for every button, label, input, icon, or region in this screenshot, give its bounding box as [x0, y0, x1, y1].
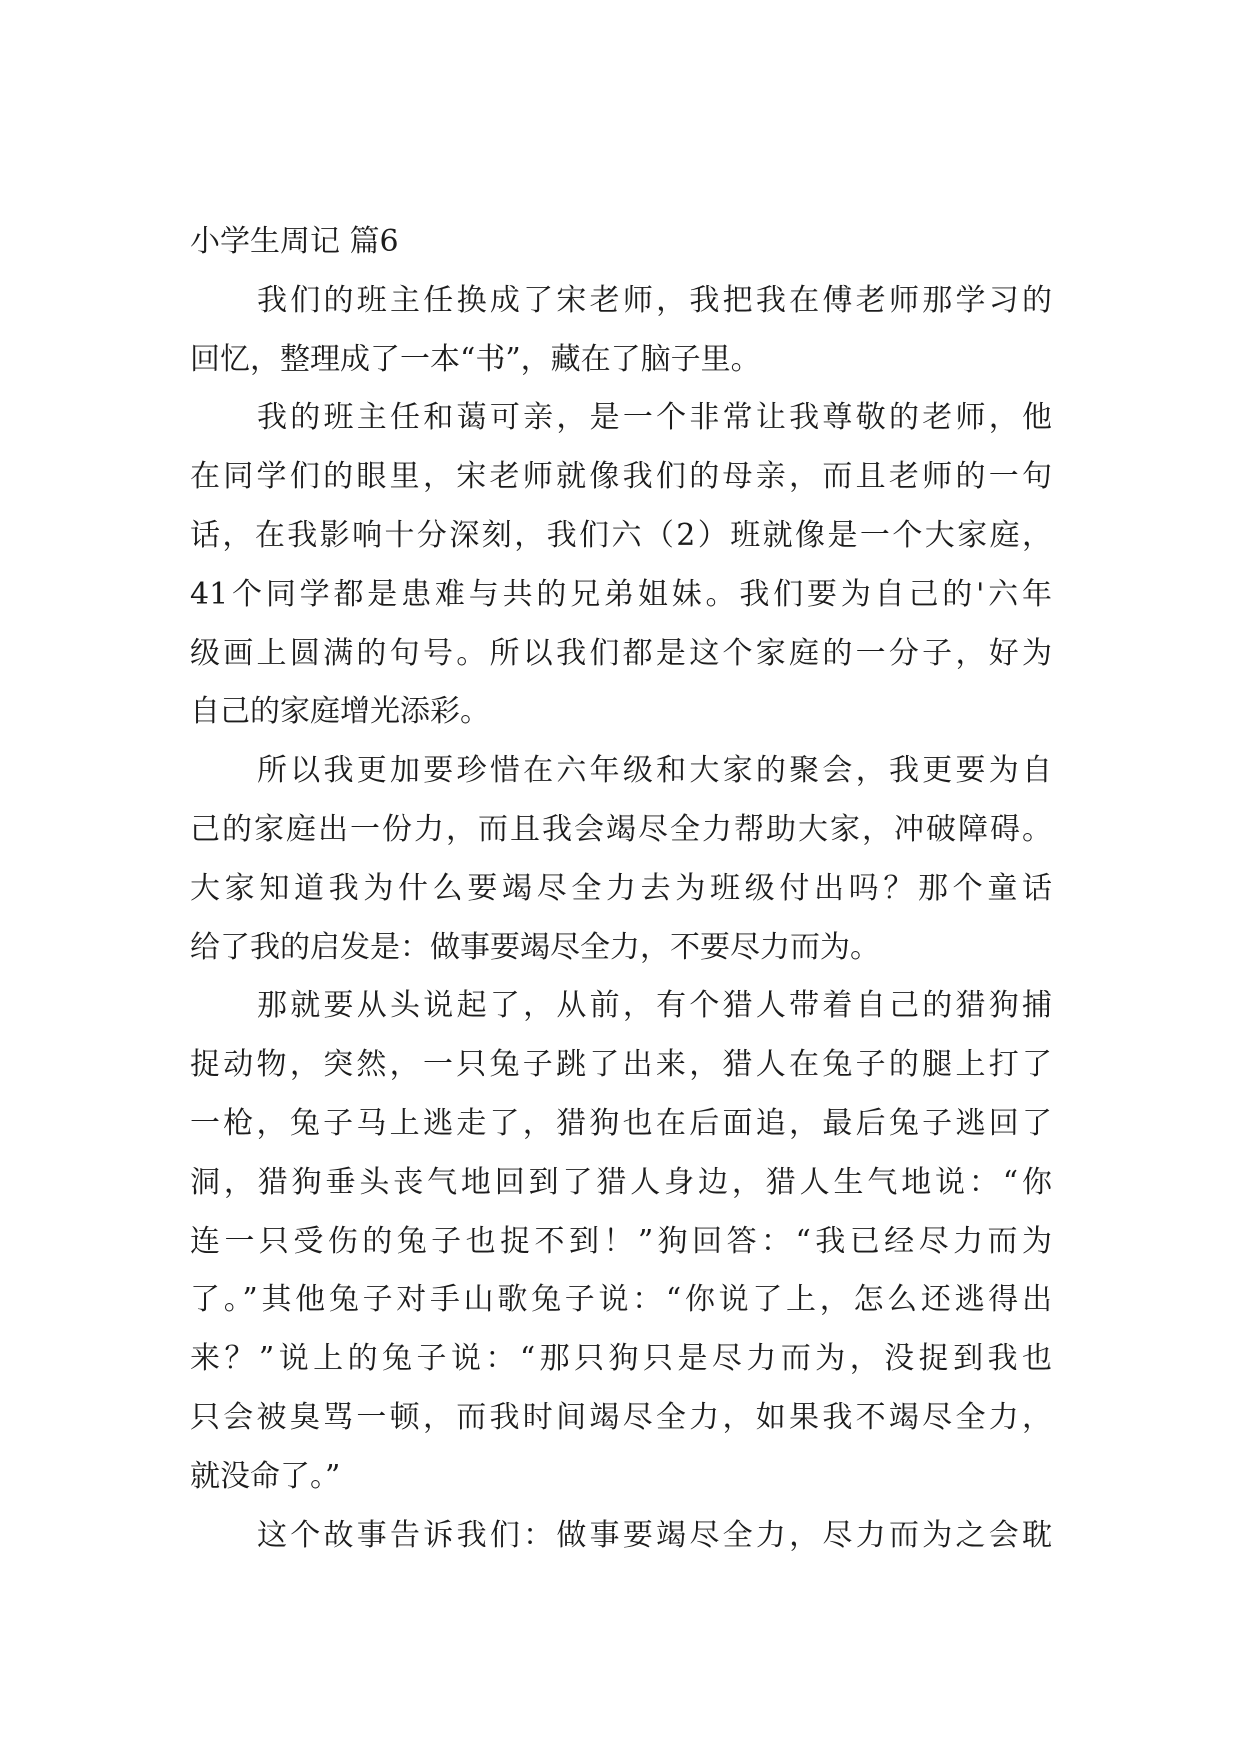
paragraph-line: 连一只受伤的兔子也捉不到！”狗回答：“我已经尽力而为	[190, 1223, 1052, 1259]
paragraph	[190, 742, 1052, 977]
paragraph-line: 41个同学都是患难与共的兄弟姐妹。我们要为自己的'六年	[190, 576, 1052, 612]
paragraph-line: 自己的家庭增光添彩。	[190, 694, 490, 730]
paragraph-line: 我们的班主任换成了宋老师，我把我在傅老师那学习的	[257, 282, 1052, 318]
paragraph-line: 级画上圆满的句号。所以我们都是这个家庭的一分子，好为	[190, 635, 1052, 671]
paragraph-line: 话，在我影响十分深刻，我们六（2）班就像是一个大家庭，	[190, 517, 1052, 553]
paragraph-line: 来？”说上的兔子说：“那只狗只是尽力而为，没捉到我也	[190, 1341, 1052, 1377]
paragraph-line: 在同学们的眼里，宋老师就像我们的母亲，而且老师的一句	[190, 459, 1052, 495]
paragraph-line: 己的家庭出一份力，而且我会竭尽全力帮助大家，冲破障碍。	[190, 811, 1052, 847]
paragraph-line: 只会被臭骂一顿，而我时间竭尽全力，如果我不竭尽全力，	[190, 1399, 1052, 1435]
paragraph-line: 一枪，兔子马上逃走了，猎狗也在后面追，最后兔子逃回了	[190, 1105, 1052, 1141]
paragraph-line: 那就要从头说起了，从前，有个猎人带着自己的猎狗捕	[257, 988, 1052, 1024]
document-title: 小学生周记 篇6	[190, 224, 399, 259]
document-body	[190, 213, 1052, 1565]
paragraph-line: 给了我的启发是：做事要竭尽全力，不要尽力而为。	[190, 929, 880, 965]
paragraph-line: 大家知道我为什么要竭尽全力去为班级付出吗？那个童话	[190, 870, 1052, 906]
paragraph-line: 了。”其他兔子对手山歌兔子说：“你说了上，怎么还逃得出	[190, 1282, 1052, 1318]
paragraph-line: 回忆，整理成了一本“书”，藏在了脑子里。	[190, 341, 761, 377]
paragraph	[190, 272, 1052, 390]
paragraph	[190, 1507, 1052, 1566]
paragraph	[190, 389, 1052, 742]
paragraph-line: 就没命了。”	[190, 1458, 341, 1494]
paragraph-line: 捉动物，突然，一只兔子跳了出来，猎人在兔子的腿上打了	[190, 1047, 1052, 1083]
paragraph-line: 我的班主任和蔼可亲，是一个非常让我尊敬的老师，他	[257, 400, 1052, 436]
paragraph	[190, 977, 1052, 1506]
paragraph-line: 这个故事告诉我们：做事要竭尽全力，尽力而为之会耽	[257, 1517, 1052, 1553]
paragraph-line: 洞，猎狗垂头丧气地回到了猎人身边，猎人生气地说：“你	[190, 1164, 1052, 1200]
paragraph-line: 所以我更加要珍惜在六年级和大家的聚会，我更要为自	[257, 753, 1052, 789]
